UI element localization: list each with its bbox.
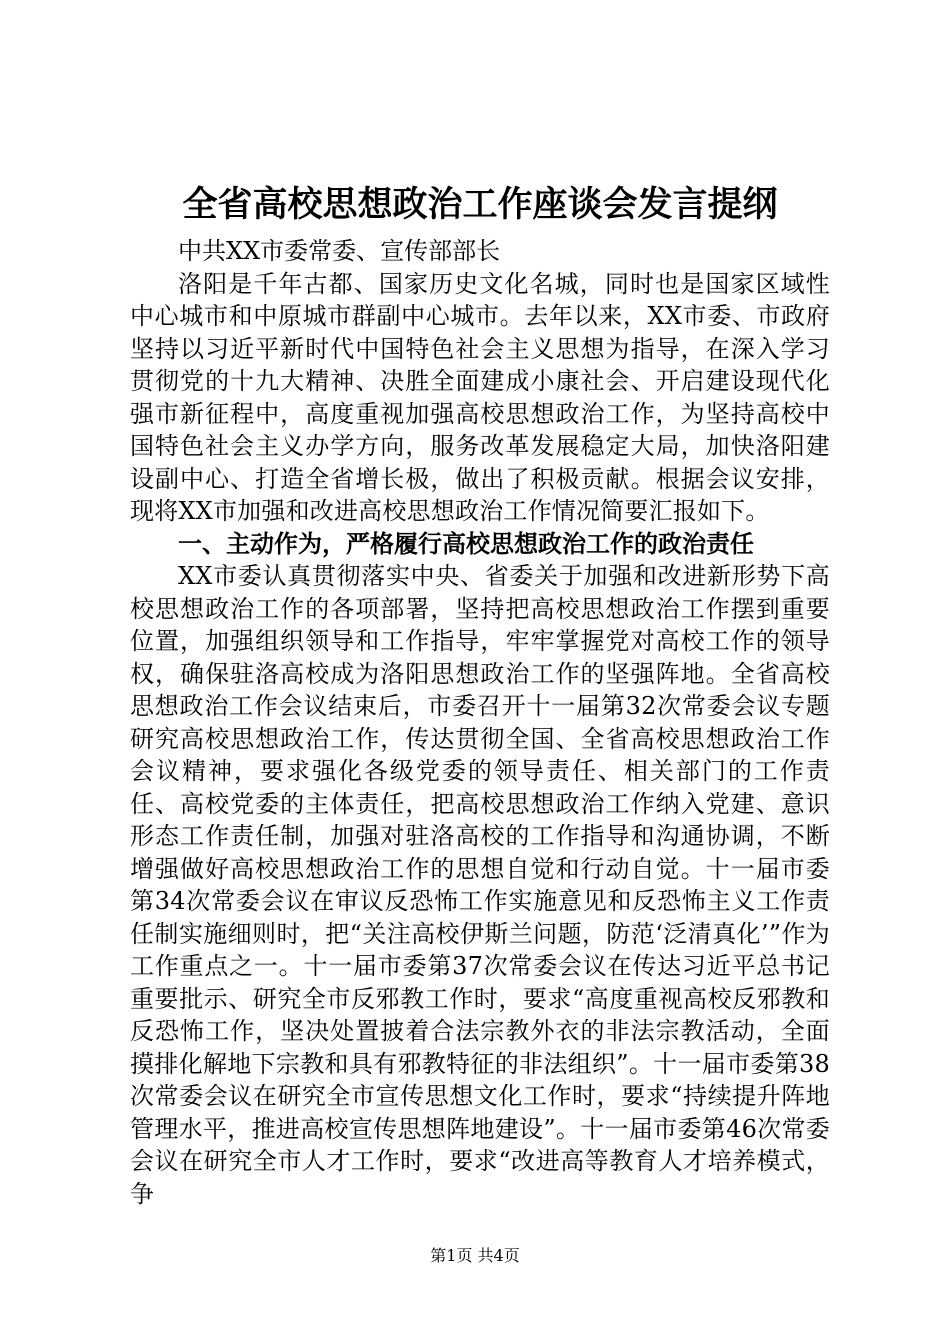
document-body <box>130 175 830 1210</box>
paragraph-intro: 洛阳是千年古都、国家历史文化名城，同时也是国家区域性中心城市和中原城市群副中心城市。去年以来，XX市委、市政府坚持以习近平新时代中国特色社会主义思想为指导，在深入学习贯彻党的十九大精神、决胜全面建成小康社会、开启建设现代化强市新征程中，高度重视加强高校思想政治工作，为坚持高校中国特色社会主义办学方向，服务改革发展稳定大局，加快洛阳建设副中心、打造全省增长极，做出了积极贡献。根据会议安排，现将XX市加强和改进高校思想政治工作情况简要汇报如下。 <box>130 269 830 525</box>
page-footer: 第1页 共4页 <box>430 1246 520 1265</box>
section-heading-1: 一、主动作为，严格履行高校思想政治工作的政治责任 <box>178 528 754 558</box>
paragraph-section-1: XX市委认真贯彻落实中央、省委关于加强和改进新形势下高校思想政治工作的各项部署，坚持把高校思想政治工作摆到重要位置，加强组织领导和工作指导，牢牢掌握党对高校工作的领导权，确保驻洛高校成为洛阳思想政治工作的坚强阵地。全省高校思想政治工作会议结束后，市委召开十一届第32次常委会议专题研究高校思想政治工作，传达贯彻全国、全省高校思想政治工作会议精神，要求强化各级党委的领导责任、相关部门的工作责任、高校党委的主体责任，把高校思想政治工作纳入党建、意识形态工作责任制，加强对驻洛高校的工作指导和沟通协调，不断增强做好高校思想政治工作的思想自觉和行动自觉。十一届市委第34次常委会议在审议反恐怖工作实施意见和反恐怖主义工作责任制实施细则时，把“关注高校伊斯兰问题，防范‘泛清真化’”作为工作重点之一。十一届市委第37次常委会议在传达习近平总书记重要批示、研究全市反邪教工作时，要求“高度重视高校反邪教和反恐怖工作，坚决处置披着合法宗教外衣的非法宗教活动，全面摸排化解地下宗教和具有邪教特征的非法组织”。十一届市委第38次常委会议在研究全市宣传思想文化工作时，要求“持续提升阵地管理水平，推进高校宣传思想阵地建设”。十一届市委第46次常委会议在研究全市人才工作时，要求“改进高等教育人才培养模式，争 <box>130 562 830 1208</box>
document-title: 全省高校思想政治工作座谈会发言提纲 <box>182 184 778 225</box>
author-line: 中共XX市委常委、宣传部部长 <box>178 237 501 265</box>
